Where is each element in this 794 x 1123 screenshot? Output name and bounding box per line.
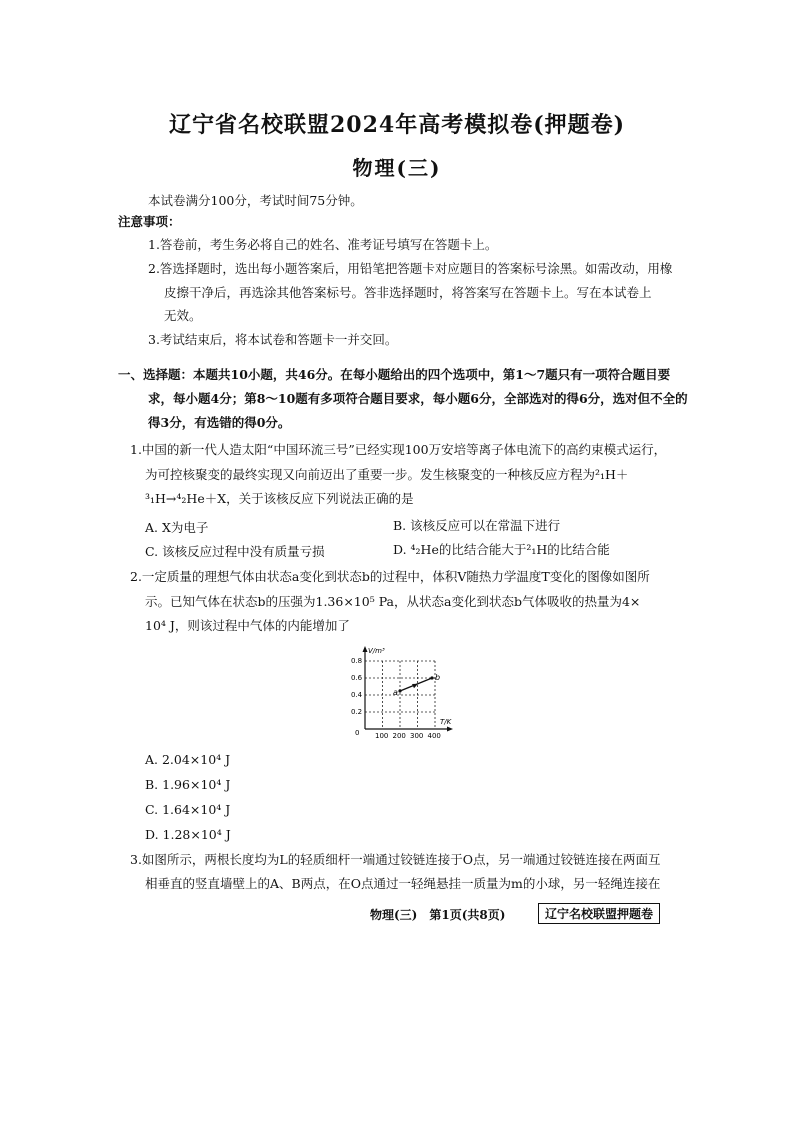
question-2-text: 示。已知气体在状态b的压强为1.36×10⁵ Pa，从状态a变化到状态b气体吸收的热量为4×: [145, 594, 641, 609]
question-1-option-d: D. ⁴₂He的比结合能大于²₁H的比结合能: [393, 542, 610, 557]
x-tick-label: 100: [375, 732, 389, 740]
intro-text: 本试卷满分100分，考试时间75分钟。: [148, 193, 363, 208]
point-a-label: a: [393, 688, 398, 697]
point-a-marker: [398, 689, 401, 692]
question-1-text: ³₁H→⁴₂He＋X，关于该核反应下列说法正确的是: [145, 491, 414, 506]
x-tick-label: 300: [410, 732, 424, 740]
origin-label: 0: [355, 729, 360, 737]
question-3-text: 相垂直的竖直墙壁上的A、B两点，在O点通过一轻绳悬挂一质量为m的小球，另一轻绳连接在: [145, 876, 661, 891]
page-footer-number: 物理(三) 第1页(共8页): [370, 908, 506, 922]
notice-item: 1.答卷前，考生务必将自己的姓名、准考证号填写在答题卡上。: [148, 237, 498, 252]
exam-title: 辽宁省名校联盟2024年高考模拟卷(押题卷): [168, 112, 626, 138]
point-b-label: b: [435, 673, 441, 682]
section-heading: 求，每小题4分；第8～10题有多项符合题目要求，每小题6分，全部选对的得6分，选对但不全的: [148, 391, 688, 406]
y-tick-label: 0.4: [351, 691, 363, 699]
graph-grid: [365, 661, 435, 729]
v-t-graph: [340, 643, 470, 743]
x-tick-label: 400: [427, 732, 441, 740]
question-2-text: 2.一定质量的理想气体由状态a变化到状态b的过程中，体积V随热力学温度T变化的图像如图所: [130, 569, 650, 584]
notice-item: 2.答选择题时，选出每小题答案后，用铅笔把答题卡对应题目的答案标号涂黑。如需改动，用橡: [148, 261, 673, 276]
question-1-option-b: B. 该核反应可以在常温下进行: [393, 518, 561, 533]
question-2-option-c: C. 1.64×10⁴ J: [145, 802, 231, 817]
question-1-option-c: C. 该核反应过程中没有质量亏损: [145, 544, 325, 559]
question-2-option-b: B. 1.96×10⁴ J: [145, 777, 231, 792]
y-axis-label: V/m³: [368, 647, 385, 655]
y-tick-label: 0.6: [351, 674, 363, 682]
y-tick-label: 0.2: [351, 708, 363, 716]
point-b-marker: [430, 676, 433, 679]
x-axis-label: T/K: [440, 718, 452, 726]
question-2-option-a: A. 2.04×10⁴ J: [145, 752, 231, 767]
question-1-text: 1.中国的新一代人造太阳“中国环流三号”已经实现100万安培等离子体电流下的高约束模式运行，: [130, 442, 667, 457]
footer-brand-box: 辽宁名校联盟押题卷: [538, 903, 660, 924]
exam-subtitle: 物理(三): [352, 156, 442, 180]
question-1-text: 为可控核聚变的最终实现又向前迈出了重要一步。发生核聚变的一种核反应方程为²₁H＋: [145, 467, 629, 482]
y-tick-label: 0.8: [351, 657, 363, 665]
section-heading: 一、选择题：本题共10小题，共46分。在每小题给出的四个选项中，第1～7题只有一项符合题目要: [118, 367, 671, 382]
question-2-text: 10⁴ J，则该过程中气体的内能增加了: [145, 618, 350, 633]
notice-item: 3.考试结束后，将本试卷和答题卡一并交回。: [148, 332, 398, 347]
notice-heading: 注意事项：: [118, 214, 181, 229]
question-3-text: 3.如图所示，两根长度均为L的轻质细杆一端通过铰链连接于O点，另一端通过铰链连接在两面互: [130, 852, 661, 867]
notice-item: 皮擦干净后，再选涂其他答案标号。答非选择题时，将答案写在答题卡上。写在本试卷上: [164, 285, 652, 300]
section-heading: 得3分，有选错的得0分。: [148, 415, 291, 430]
x-tick-label: 200: [392, 732, 406, 740]
notice-item: 无效。: [164, 308, 202, 323]
question-1-option-a: A. X为电子: [145, 520, 209, 535]
question-2-option-d: D. 1.28×10⁴ J: [145, 827, 231, 842]
